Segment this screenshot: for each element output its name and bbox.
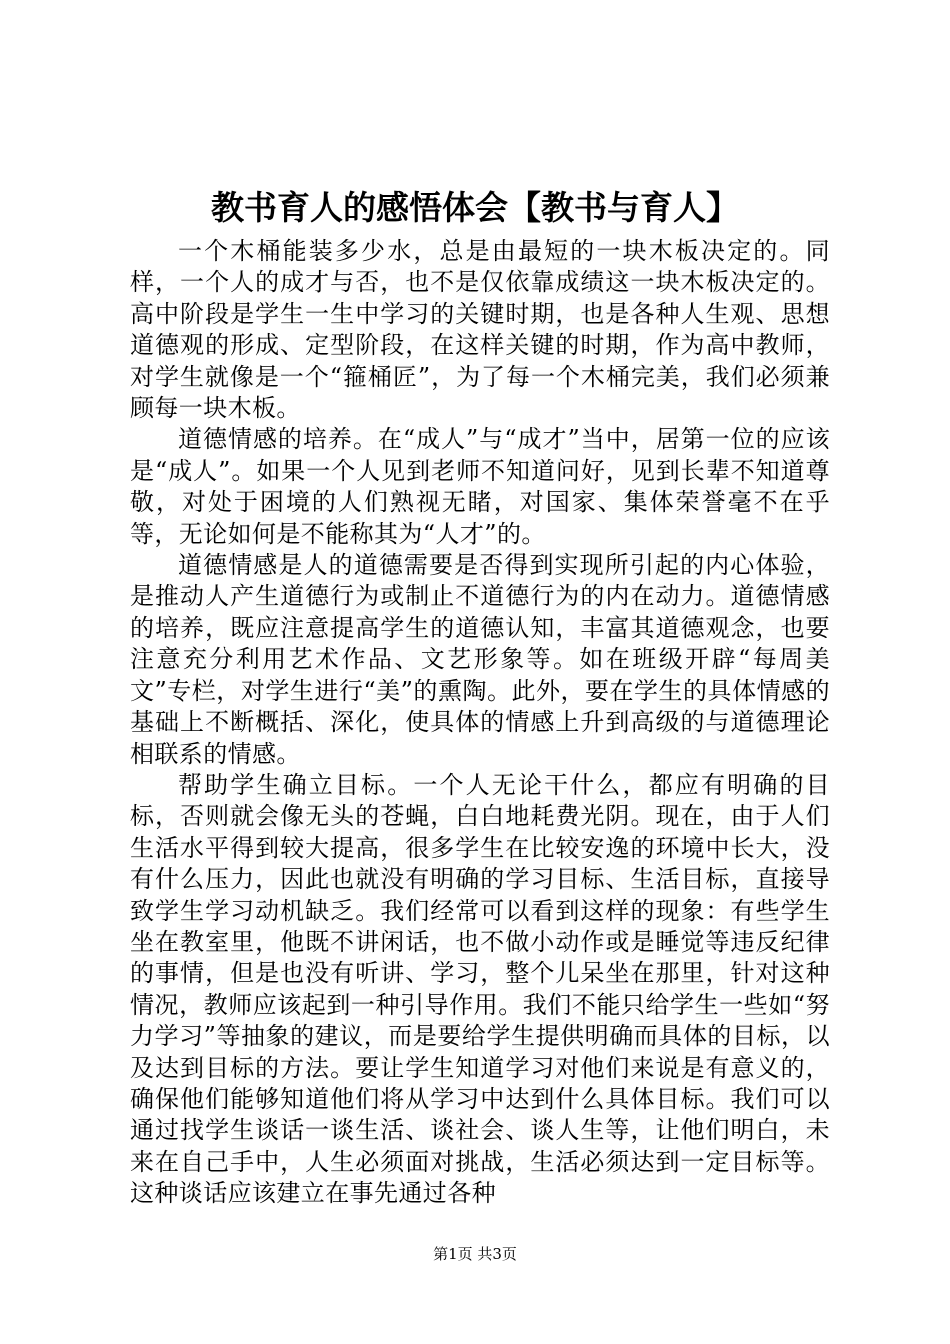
document-body: [130, 236, 830, 1210]
document-title: 教书育人的感悟体会【教书与育人】: [211, 188, 739, 227]
page-footer: 第1页 共3页: [433, 1245, 517, 1263]
paragraph-intro: 一个木桶能装多少水，总是由最短的一块木板决定的。同样，一个人的成才与否，也不是仅依靠成绩这一块木板决定的。高中阶段是学生一生中学习的关键时期，也是各种人生观、思想道德观的形成、定型阶段，在这样关键的时期，作为高中教师，对学生就像是一个“箍桶匠”，为了每一个木桶完美，我们必须兼顾每一块木板。: [130, 237, 830, 423]
paragraph-moral-emotion-detail: 道德情感是人的道德需要是否得到实现所引起的内心体验，是推动人产生道德行为或制止不道德行为的内在动力。道德情感的培养，既应注意提高学生的道德认知，丰富其道德观念，也要注意充分利用艺术作品、文艺形象等。如在班级开辟“每周美文”专栏，对学生进行“美”的熏陶。此外，要在学生的具体情感的基础上不断概括、深化，使具体的情感上升到高级的与道德理论相联系的情感。: [130, 551, 830, 768]
paragraph-moral-emotion: 道德情感的培养。在“成人”与“成才”当中，居第一位的应该是“成人”。如果一个人见到老师不知道问好，见到长辈不知道尊敬，对处于困境的人们熟视无睹，对国家、集体荣誉毫不在乎等，无论如何是不能称其为“人才”的。: [130, 425, 830, 548]
paragraph-set-goals: 帮助学生确立目标。一个人无论干什么，都应有明确的目标，否则就会像无头的苍蝇，白白地耗费光阴。现在，由于人们生活水平得到较大提高，很多学生在比较安逸的环境中长大，没有什么压力，因此也就没有明确的学习目标、生活目标，直接导致学生学习动机缺乏。我们经常可以看到这样的现象：有些学生坐在教室里，他既不讲闲话，也不做小动作或是睡觉等违反纪律的事情，但是也没有听讲、学习，整个儿呆坐在那里，针对这种情况，教师应该起到一种引导作用。我们不能只给学生一些如“努力学习”等抽象的建议，而是要给学生提供明确而具体的目标，以及达到目标的方法。要让学生知道学习对他们来说是有意义的，确保他们能够知道他们将从学习中达到什么具体目标。我们可以通过找学生谈话一谈生活、谈社会、谈人生等，让他们明白，未来在自己手中，人生必须面对挑战，生活必须达到一定目标等。这种谈话应该建立在事先通过各种: [130, 770, 830, 1208]
